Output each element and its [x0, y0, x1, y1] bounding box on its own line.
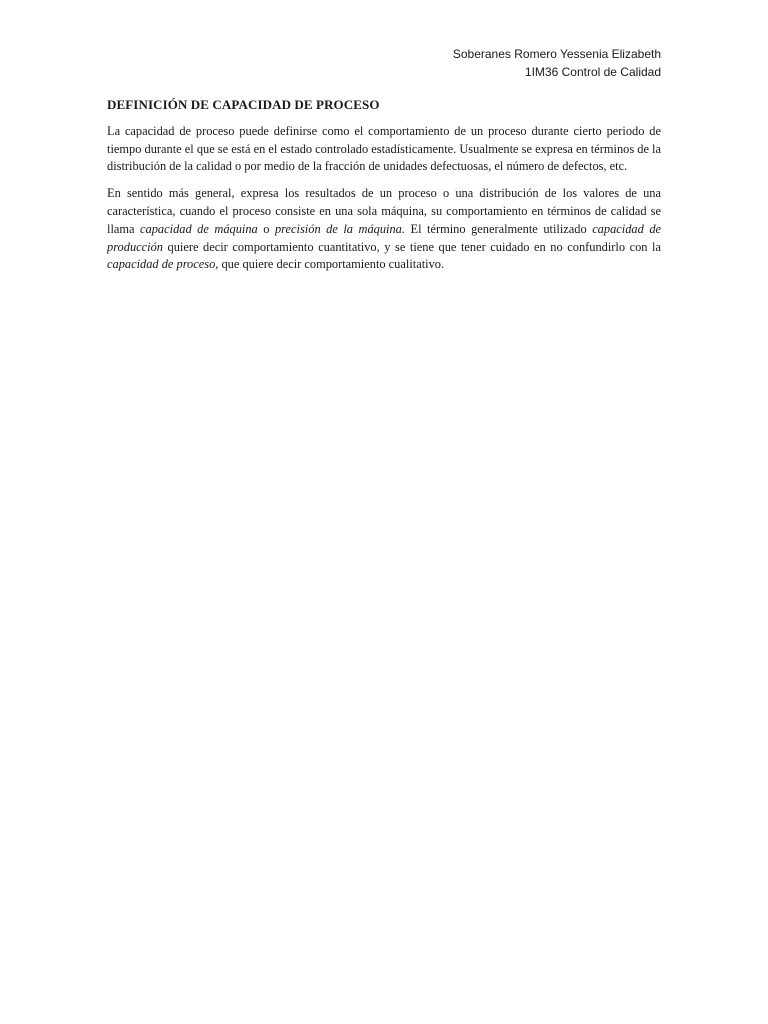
author-name: Soberanes Romero Yessenia Elizabeth [452, 47, 661, 61]
paragraph-2-text-4: quiere decir comportamiento cuantitativo, y se tiene que tener cuidado en no confundirlo con la [162, 239, 661, 254]
paragraph-2-text-2: o [257, 221, 275, 236]
paragraph-2-text-1: En sentido más general, expresa los resultados de un proceso o una distribución de los valores de una característica, cuando el proceso consiste en una sola máquina, su comportamiento en términos de calidad se llama [107, 186, 661, 236]
term-capacidad-de-proceso: capacidad de proceso [107, 257, 216, 272]
term-capacidad-de-produccion: capacidad de producción [107, 221, 662, 254]
paragraph-2-text-3: El término generalmente utilizado [404, 221, 593, 236]
document-body [107, 96, 661, 283]
paragraph-2-text-5: , que quiere decir comportamiento cualitativo. [215, 257, 445, 272]
paragraph-2 [107, 185, 661, 274]
term-precision-de-la-maquina: precisión de la máquina. [274, 221, 405, 236]
term-capacidad-de-maquina: capacidad de máquina [140, 221, 258, 236]
document-title: DEFINICIÓN DE CAPACIDAD DE PROCESO [107, 97, 380, 112]
document-header [453, 45, 661, 81]
paragraph-1: La capacidad de proceso puede definirse como el comportamiento de un proceso durante cierto periodo de tiempo durante el que se está en el estado controlado estadísticamente. Usualmente se expresa en términos de la distribución de la calidad o por medio de la fracción de unidades defectuosas, el número de defectos, etc. [107, 123, 661, 174]
course-name: 1IM36 Control de Calidad [524, 65, 661, 79]
